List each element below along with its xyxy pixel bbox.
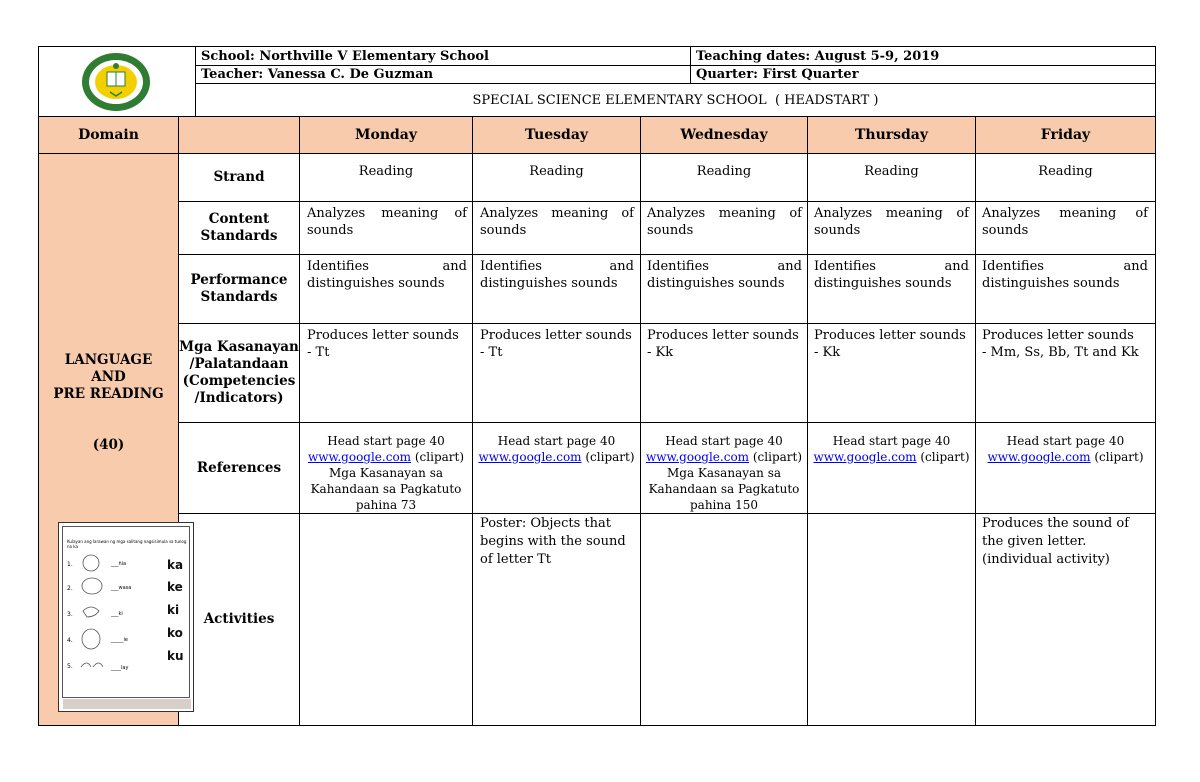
competency-cell: Produces letter sounds - Kk [647, 328, 799, 360]
competency-cell: Produces letter sounds - Kk [814, 328, 966, 360]
day-header-friday: Friday [1040, 127, 1091, 143]
reference-cell: Head start page 40 www.google.com (clipart) [987, 434, 1144, 464]
worksheet-item-number: 2. [67, 585, 73, 592]
google-link[interactable]: www.google.com [307, 450, 412, 464]
worksheet-drawings [77, 553, 109, 683]
reference-cell: Head start page 40 www.google.com (clipart) [813, 434, 970, 464]
worksheet-syllable: ka [167, 558, 184, 572]
reference-cell: Head start page 40 www.google.com (clipart) Mga Kasanayan sa Kahandaan sa Pagkatuto pahina 73 [307, 434, 465, 512]
reference-cell: Head start page 40 www.google.com (clipart) Mga Kasanayan sa Kahandaan sa Pagkatuto pahina 150 [645, 434, 803, 512]
competency-cell: Produces letter sounds - Tt [307, 328, 459, 360]
day-header-tuesday: Tuesday [524, 127, 589, 143]
domain-label: LANGUAGE AND PRE READING [53, 352, 164, 402]
school-logo [80, 52, 152, 112]
strand-cell: Reading [864, 164, 919, 179]
content-standard-cell: Analyzes meaning of sounds [982, 206, 1148, 238]
google-link[interactable]: www.google.com [645, 450, 750, 464]
performance-standard-cell: Identifies and distinguishes sounds [307, 259, 467, 291]
row-label-competencies: Mga Kasanayan /Palatandaan (Competencies /Indicators) [179, 339, 299, 406]
worksheet-blank: ___ki [111, 611, 123, 617]
row-label-performance-standards: Performance Standards [190, 272, 288, 305]
competency-cell: Produces letter sounds - Mm, Ss, Bb, Tt and Kk [982, 328, 1139, 360]
worksheet-syllable: ki [167, 603, 180, 617]
worksheet-blank: _____ie [111, 637, 128, 643]
content-standard-cell: Analyzes meaning of sounds [814, 206, 969, 238]
worksheet-item-number: 4. [67, 637, 73, 644]
row-label-activities: Activities [203, 611, 275, 627]
worksheet-item-number: 1. [67, 561, 73, 568]
worksheet-image [58, 522, 194, 712]
domain-minutes: (40) [92, 437, 125, 453]
worksheet-blank: ___wasa [111, 585, 132, 591]
worksheet-syllable: ku [167, 649, 184, 663]
google-link[interactable]: www.google.com [813, 450, 917, 464]
quarter: Quarter: First Quarter [696, 67, 859, 82]
strand-cell: Reading [1038, 164, 1093, 179]
teacher-name: Teacher: Vanessa C. De Guzman [201, 67, 434, 82]
worksheet-syllable: ko [167, 626, 183, 640]
worksheet-title: Kulayan ang larawan ng mga salitang nagsisimula sa tunog na ka [67, 539, 187, 549]
strand-cell: Reading [358, 164, 414, 179]
school-name: School: Northville V Elementary School [201, 49, 489, 64]
row-label-references: References [196, 459, 282, 476]
worksheet-syllable: ke [167, 580, 183, 594]
performance-standard-cell: Identifies and distinguishes sounds [814, 259, 969, 291]
teaching-dates: Teaching dates: August 5-9, 2019 [696, 49, 940, 64]
worksheet-item-number: 3. [67, 611, 73, 618]
performance-standard-cell: Identifies and distinguishes sounds [647, 259, 802, 291]
competency-cell: Produces letter sounds - Tt [480, 328, 632, 360]
worksheet-blank: ___ñia [111, 561, 127, 567]
content-standard-cell: Analyzes meaning of sounds [647, 206, 802, 238]
row-label-strand: Strand [213, 169, 265, 185]
worksheet-blank: ____lay [111, 665, 129, 671]
strand-cell: Reading [696, 164, 752, 179]
performance-standard-cell: Identifies and distinguishes sounds [982, 259, 1148, 291]
day-header-thursday: Thursday [854, 127, 929, 143]
row-label-content-standards: Content Standards [200, 211, 278, 244]
activity-cell: Produces the sound of the given letter. (individual activity) [982, 516, 1130, 567]
domain-header: Domain [78, 127, 139, 143]
day-header-monday: Monday [354, 127, 417, 143]
content-standard-cell: Analyzes meaning of sounds [307, 206, 467, 238]
google-link[interactable]: www.google.com [478, 450, 582, 464]
program-title: SPECIAL SCIENCE ELEMENTARY SCHOOL ( HEADSTART ) [472, 93, 879, 108]
activity-cell: Poster: Objects that begins with the sound of letter Tt [480, 516, 626, 567]
content-standard-cell: Analyzes meaning of sounds [480, 206, 634, 238]
strand-cell: Reading [529, 164, 584, 179]
day-header-wednesday: Wednesday [680, 127, 768, 143]
google-link[interactable]: www.google.com [987, 450, 1091, 464]
reference-cell: Head start page 40 www.google.com (clipart) [478, 434, 635, 464]
worksheet-item-number: 5. [67, 663, 73, 670]
performance-standard-cell: Identifies and distinguishes sounds [480, 259, 634, 291]
